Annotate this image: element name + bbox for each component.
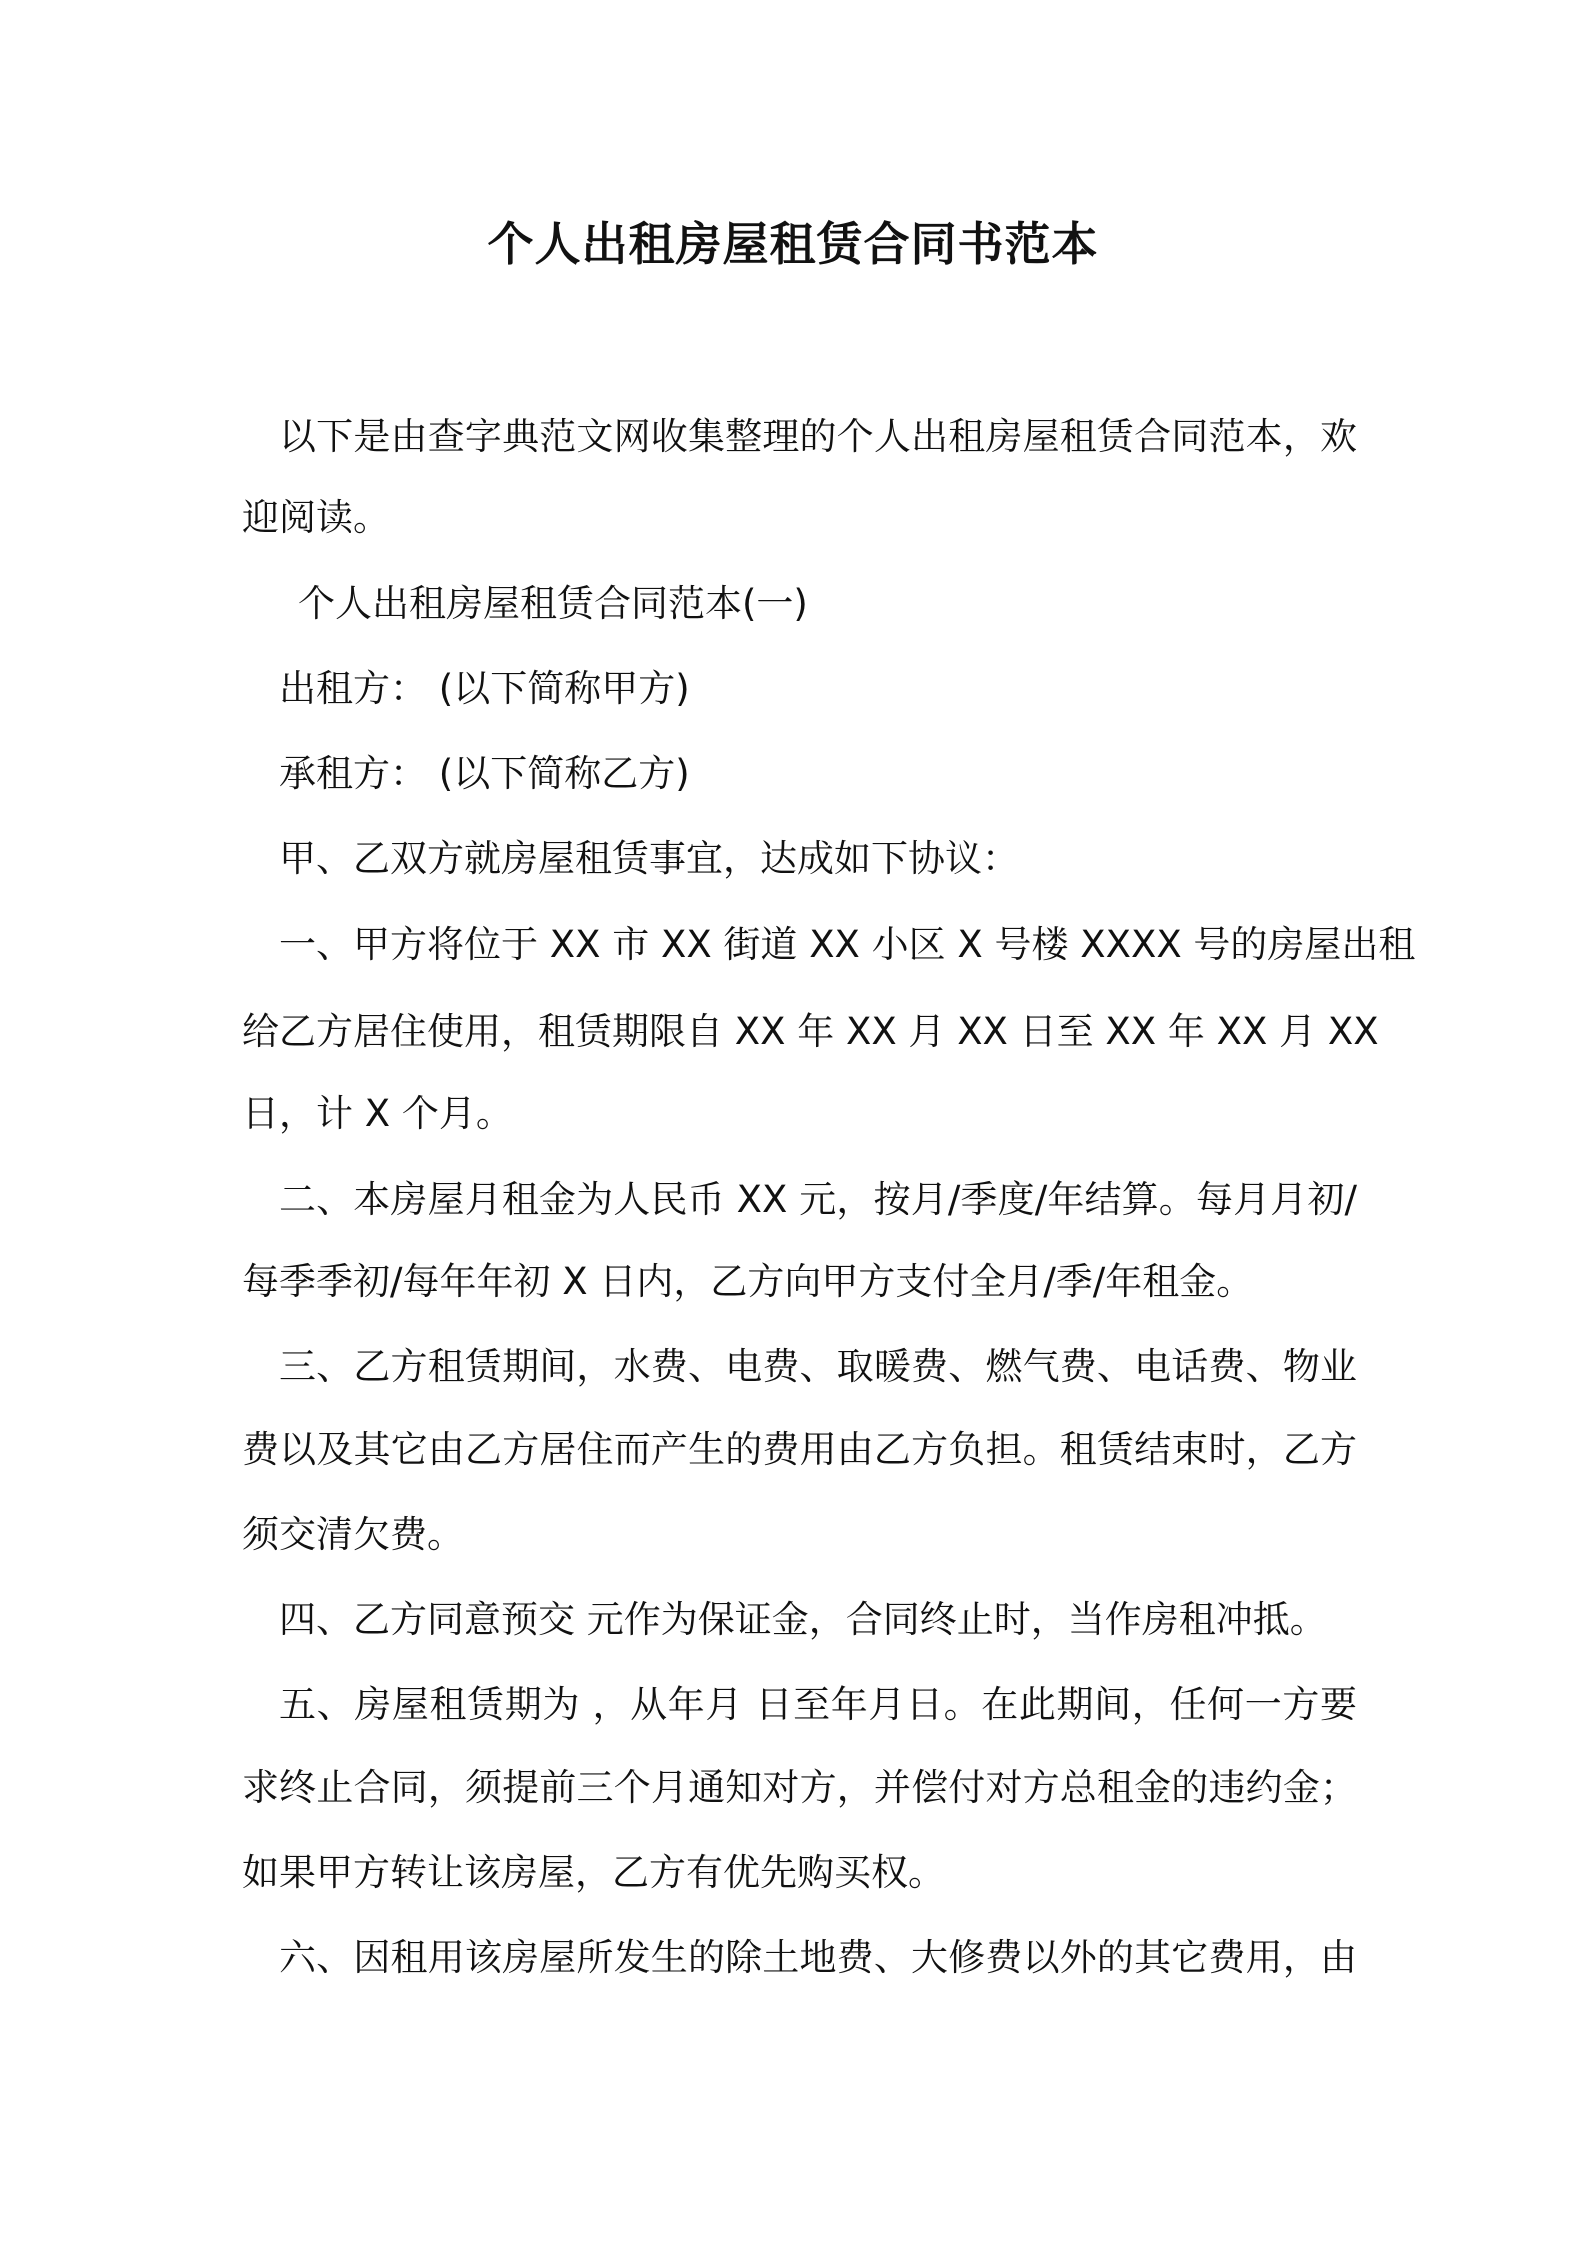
agreement-intro-line: 甲、乙双方就房屋租赁事宜，达成如下协议： — [279, 837, 1019, 880]
clause-1-line-2: 给乙方居住使用，租赁期限自 XX 年 XX 月 XX 日至 XX 年 XX 月 XX — [242, 1010, 1379, 1053]
lessee-line: 承租方： (以下简称乙方) — [279, 752, 690, 795]
clause-1-line-3: 日，计 X 个月。 — [242, 1092, 513, 1135]
section-heading: 个人出租房屋租赁合同范本(一) — [298, 582, 808, 625]
clause-3-line-3: 须交清欠费。 — [242, 1513, 464, 1556]
lessor-line: 出租方： (以下简称甲方) — [279, 667, 690, 710]
intro-line-2: 迎阅读。 — [242, 496, 390, 539]
clause-5-line-1: 五、房屋租赁期为 ，从年月 日至年月日。在此期间，任何一方要 — [279, 1683, 1357, 1726]
clause-5-line-2: 求终止合同，须提前三个月通知对方，并偿付对方总租金的违约金； — [242, 1766, 1357, 1809]
clause-1-line-1: 一、甲方将位于 XX 市 XX 街道 XX 小区 X 号楼 XXXX 号的房屋出租 — [279, 923, 1416, 966]
clause-3-line-2: 费以及其它由乙方居住而产生的费用由乙方负担。租赁结束时，乙方 — [242, 1428, 1357, 1471]
clause-2-line-1: 二、本房屋月租金为人民币 XX 元，按月/季度/年结算。每月月初/ — [279, 1178, 1357, 1221]
clause-6-line-1: 六、因租用该房屋所发生的除土地费、大修费以外的其它费用，由 — [279, 1936, 1357, 1979]
clause-3-line-1: 三、乙方租赁期间，水费、电费、取暖费、燃气费、电话费、物业 — [279, 1345, 1357, 1388]
intro-line-1: 以下是由查字典范文网收集整理的个人出租房屋租赁合同范本，欢 — [279, 415, 1357, 458]
clause-2-line-2: 每季季初/每年年初 X 日内，乙方向甲方支付全月/季/年租金。 — [242, 1260, 1254, 1303]
document-title: 个人出租房屋租赁合同书范本 — [487, 217, 1099, 271]
clause-4-line-1: 四、乙方同意预交 元作为保证金，合同终止时，当作房租冲抵。 — [279, 1598, 1327, 1641]
clause-5-line-3: 如果甲方转让该房屋，乙方有优先购买权。 — [242, 1851, 945, 1894]
